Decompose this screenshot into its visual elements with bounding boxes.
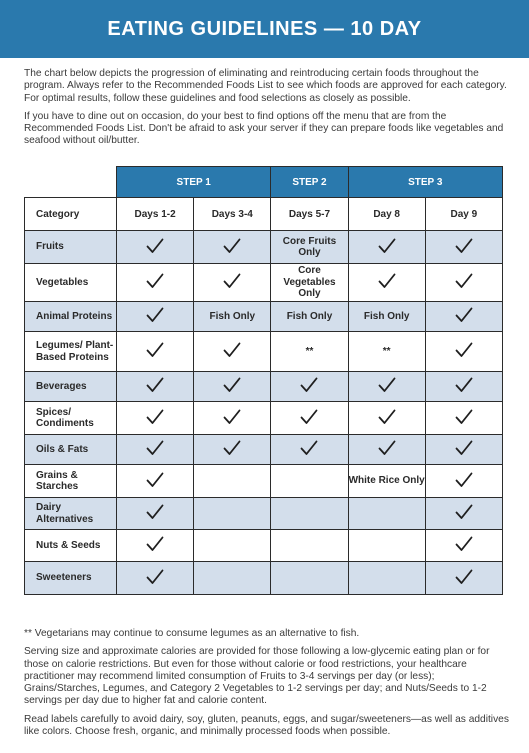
check-icon [223, 342, 241, 358]
day-header: Day 9 [425, 198, 502, 231]
empty-cell [194, 562, 271, 595]
check-icon [455, 536, 473, 552]
check-cell [425, 302, 502, 332]
category-cell: Oils & Fats [25, 435, 117, 465]
empty-cell [271, 465, 348, 498]
footnotes [24, 628, 510, 744]
category-cell: Vegetables [25, 264, 117, 302]
empty-cell [194, 498, 271, 530]
table-row [25, 435, 503, 465]
check-cell [194, 402, 271, 435]
page-title: EATING GUIDELINES — 10 DAY [107, 17, 422, 40]
check-cell [194, 332, 271, 372]
check-cell [117, 302, 194, 332]
check-cell [425, 231, 502, 264]
check-icon [146, 238, 164, 254]
note-cell [348, 465, 425, 498]
table-body [25, 231, 503, 595]
table-row [25, 372, 503, 402]
step-header-spacer [25, 167, 117, 198]
check-cell [348, 264, 425, 302]
table-row [25, 498, 503, 530]
category-cell: Animal Proteins [25, 302, 117, 332]
check-cell [117, 231, 194, 264]
check-cell [117, 530, 194, 562]
check-icon [146, 440, 164, 456]
table-row [25, 562, 503, 595]
intro-text [24, 68, 510, 154]
check-cell [425, 530, 502, 562]
table-row [25, 530, 503, 562]
check-icon [146, 569, 164, 585]
empty-cell [271, 530, 348, 562]
table-row [25, 402, 503, 435]
check-icon [455, 377, 473, 393]
check-cell [425, 372, 502, 402]
category-cell: Dairy Alternatives [25, 498, 117, 530]
empty-cell [271, 562, 348, 595]
check-icon [146, 342, 164, 358]
check-icon [455, 238, 473, 254]
check-cell [117, 372, 194, 402]
check-icon [378, 377, 396, 393]
category-cell: Sweeteners [25, 562, 117, 595]
check-icon [146, 504, 164, 520]
check-cell [117, 435, 194, 465]
step-2-header: STEP 2 [271, 167, 348, 198]
category-header: Category [25, 198, 117, 231]
intro-paragraph-1: The chart below depicts the progression of eliminating and reintroducing certain foods throughout the program. Always refer to the Recommended Foods List to see which foods are approved for each category. For optimal results, follow these guidelines and food selections as closely as possible. [24, 68, 507, 104]
day-header: Day 8 [348, 198, 425, 231]
cell-text: Fish Only [363, 310, 410, 322]
check-cell [117, 332, 194, 372]
check-icon [378, 238, 396, 254]
table-row [25, 264, 503, 302]
footnote-serving-size: Serving size and approximate calories are provided for those following a low-glycemic eating plan or for those on calorie restrictions. But even for those without calorie or food restrictions, your healthcare practitioner may recommend limited consumption of Fruits to 3-4 servings per day (or less); Grains/Starches, Legumes, and Category 2 Vegetables to 1-2 servings per day; and Nuts/Seeds to 1-2 servings per day due to higher fat and calorie content. [24, 646, 490, 707]
day-header: Days 1-2 [117, 198, 194, 231]
check-cell [425, 562, 502, 595]
note-cell [271, 332, 348, 372]
check-cell [425, 465, 502, 498]
cell-text: ** [305, 345, 314, 357]
check-cell [271, 435, 348, 465]
check-cell [117, 402, 194, 435]
check-cell [425, 498, 502, 530]
check-icon [146, 409, 164, 425]
check-icon [455, 342, 473, 358]
check-icon [300, 377, 318, 393]
check-cell [425, 402, 502, 435]
check-icon [378, 440, 396, 456]
category-cell: Spices/ Condiments [25, 402, 117, 435]
check-icon [455, 504, 473, 520]
guidelines-table [24, 166, 503, 595]
category-cell: Grains & Starches [25, 465, 117, 498]
check-cell [194, 372, 271, 402]
day-header: Days 3-4 [194, 198, 271, 231]
step-header-row [25, 167, 503, 198]
empty-cell [348, 530, 425, 562]
title-banner [0, 0, 529, 58]
check-icon [455, 409, 473, 425]
check-icon [146, 307, 164, 323]
check-cell [194, 231, 271, 264]
table-row [25, 302, 503, 332]
category-cell: Nuts & Seeds [25, 530, 117, 562]
note-cell [194, 302, 271, 332]
check-cell [194, 264, 271, 302]
empty-cell [194, 465, 271, 498]
check-cell [348, 231, 425, 264]
check-cell [425, 264, 502, 302]
check-icon [300, 440, 318, 456]
check-icon [455, 569, 473, 585]
cell-text: Core Fruits Only [282, 235, 337, 258]
check-cell [117, 264, 194, 302]
check-icon [300, 409, 318, 425]
check-icon [223, 440, 241, 456]
check-cell [425, 332, 502, 372]
cell-text: Core Vegetables Only [283, 265, 336, 300]
check-icon [378, 273, 396, 289]
note-cell [271, 231, 348, 264]
check-cell [348, 402, 425, 435]
cell-text: White Rice Only [348, 475, 425, 487]
empty-cell [348, 498, 425, 530]
table-row [25, 332, 503, 372]
check-cell [348, 372, 425, 402]
note-cell [271, 302, 348, 332]
check-icon [146, 536, 164, 552]
cell-text: Fish Only [286, 310, 333, 322]
check-icon [378, 409, 396, 425]
category-cell: Beverages [25, 372, 117, 402]
intro-paragraph-2: If you have to dine out on occasion, do your best to find options off the menu that are from the Recommended Foods List. Don't be afraid to ask your server if they can prepare foods like vegetables and seafood without oil/butter. [24, 110, 504, 147]
check-icon [455, 440, 473, 456]
check-icon [455, 273, 473, 289]
check-icon [146, 273, 164, 289]
category-cell: Legumes/ Plant-Based Proteins [25, 332, 117, 372]
step-1-header: STEP 1 [117, 167, 271, 198]
step-3-header: STEP 3 [348, 167, 502, 198]
cell-text: Fish Only [209, 310, 256, 322]
check-cell [117, 465, 194, 498]
note-cell [271, 264, 348, 302]
check-cell [271, 402, 348, 435]
footnote-labels: Read labels carefully to avoid dairy, soy, gluten, peanuts, eggs, and sugar/sweeteners—as well as additives like colors. Choose fresh, organic, and minimally processed foods when possible. [24, 713, 509, 738]
check-icon [146, 377, 164, 393]
table-row [25, 465, 503, 498]
check-cell [348, 435, 425, 465]
category-cell: Fruits [25, 231, 117, 264]
check-cell [271, 372, 348, 402]
check-icon [223, 377, 241, 393]
check-cell [425, 435, 502, 465]
empty-cell [348, 562, 425, 595]
empty-cell [271, 498, 348, 530]
check-icon [223, 273, 241, 289]
cell-text: ** [382, 345, 391, 357]
check-cell [194, 435, 271, 465]
day-header: Days 5-7 [271, 198, 348, 231]
check-icon [146, 472, 164, 488]
empty-cell [194, 530, 271, 562]
note-cell [348, 302, 425, 332]
check-cell [117, 498, 194, 530]
check-icon [223, 409, 241, 425]
check-icon [223, 238, 241, 254]
check-icon [455, 307, 473, 323]
note-cell [348, 332, 425, 372]
day-header-row [25, 198, 503, 231]
check-cell [117, 562, 194, 595]
table-row [25, 231, 503, 264]
footnote-vegetarian: ** Vegetarians may continue to consume legumes as an alternative to fish. [24, 628, 360, 639]
check-icon [455, 472, 473, 488]
